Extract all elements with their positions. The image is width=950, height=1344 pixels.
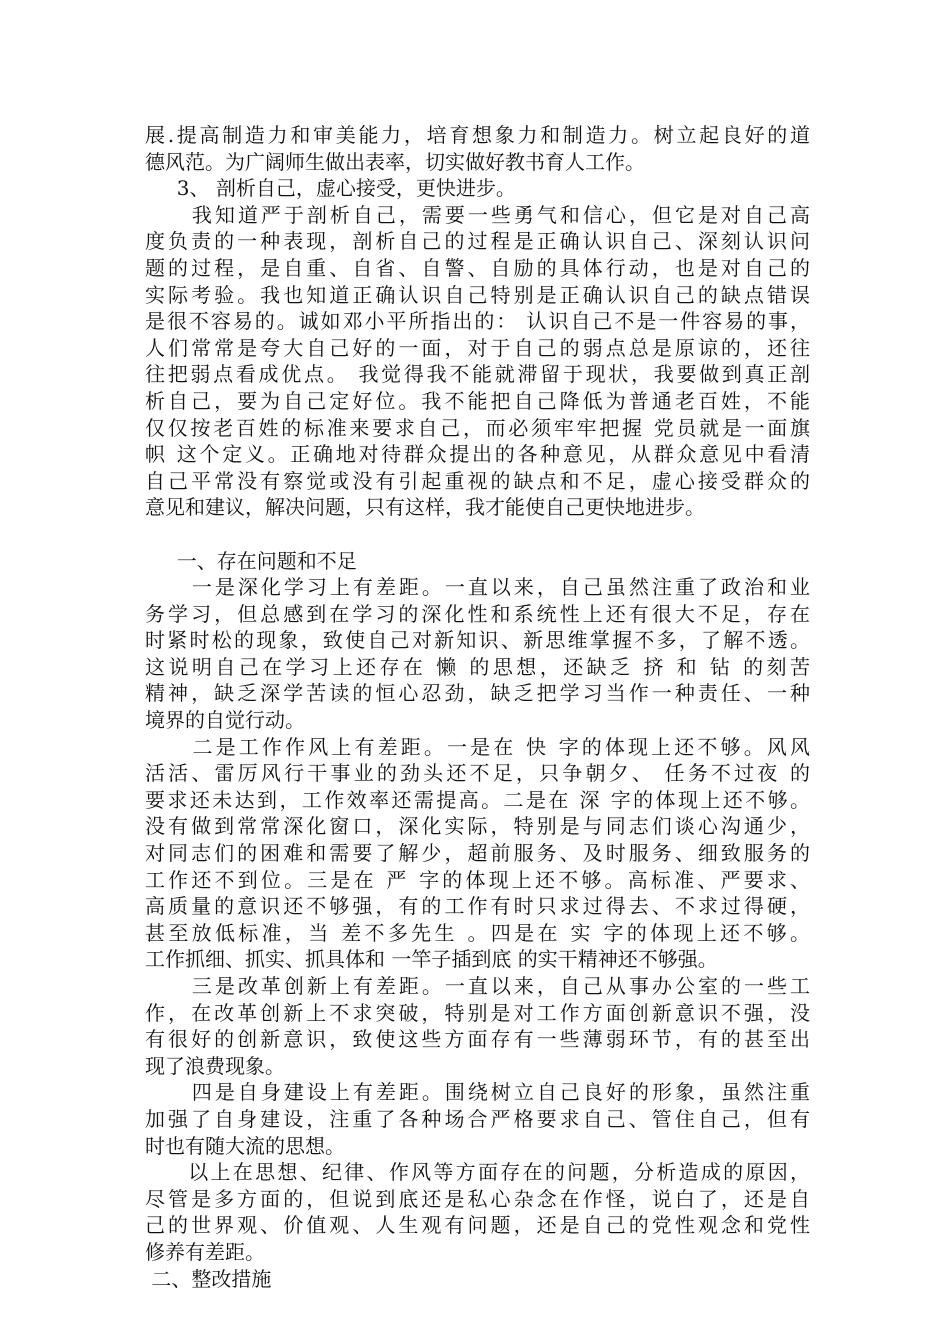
text-line: 自己平常没有察觉或没有引起重视的缺点和不足，虚心接受群众的 (145, 468, 810, 493)
text-line: 没有做到常常深化窗口，深化实际，特别是与同志们谈心沟通少， (145, 814, 810, 839)
text-line: 活活、雷厉风行干事业的劲头还不足，只争朝夕、 任务不过夜 的 (145, 761, 810, 786)
text-line: 时紧时松的现象，致使自己对新知识、新思维掌握不多，了解不透。 (145, 628, 810, 653)
text-line: 四是自身建设上有差距。围绕树立自己良好的形象，虽然注重 (145, 1080, 810, 1105)
text-line: 二、整改措施 (145, 1266, 272, 1291)
text-line: 二是工作作风上有差距。一是在 快 字的体现上还不够。风风 (145, 734, 810, 759)
text-line: 工作抓细、抓实、抓具体和 一竿子插到底 的实干精神还不够强。 (145, 947, 718, 972)
text-line: 仅仅按老百姓的标准来要求自己，而必须牢牢把握 党员就是一面旗 (145, 415, 810, 440)
text-line: 一、存在问题和不足 (145, 548, 357, 573)
text-line: 工作还不到位。三是在 严 字的体现上还不够。高标准、严要求、 (145, 867, 810, 892)
text-line: 这说明自己在学习上还存在 懒 的思想，还缺乏 挤 和 钻 的刻苦 (145, 654, 810, 679)
text-line: 精神，缺乏深学苦读的恒心忍劲，缺乏把学习当作一种责任、一种 (145, 681, 810, 706)
text-line: 三是改革创新上有差距。一直以来，自己从事办公室的一些工 (145, 974, 810, 998)
text-line: 加强了自身建设，注重了各种场合严格要求自己、管住自己，但有 (145, 1106, 810, 1131)
text-line (145, 521, 810, 548)
text-line: 尽管是多方面的，但说到底还是私心杂念在作怪，说白了，还是自 (145, 1186, 810, 1211)
document-body (145, 122, 810, 1292)
text-line: 实际考验。我也知道正确认识自己特别是正确认识自己的缺点错误 (145, 282, 810, 307)
text-line: 对同志们的困难和需要了解少，超前服务、及时服务、细致服务的 (145, 841, 810, 866)
text-line: 境界的自觉行动。 (145, 708, 305, 733)
text-line: 往把弱点看成优点。 我觉得我不能就滞留于现状，我要做到真正剖 (145, 362, 810, 387)
text-line: 意见和建议，解决问题，只有这样，我才能使自己更快地进步。 (145, 495, 705, 520)
text-line: 展.提高制造力和审美能力，培育想象力和制造力。树立起良好的道 (145, 123, 810, 147)
text-line: 要求还未达到，工作效率还需提高。二是在 深 字的体现上还不够。 (145, 787, 810, 812)
text-line: 高质量的意识还不够强，有的工作有时只求过得去、不求过得硬， (145, 894, 810, 919)
text-line: 人们常常是夸大自己好的一面，对于自己的弱点总是原谅的，还往 (145, 335, 810, 360)
text-line: 是很不容易的。诚如邓小平所指出的： 认识自己不是一件容易的事， (145, 309, 810, 334)
text-line: 现了浪费现象。 (145, 1053, 285, 1078)
text-line: 有很好的创新意识，致使这些方面存有一些薄弱环节，有的甚至出 (145, 1027, 810, 1052)
text-line: 甚至放低标准，当 差不多先生 。四是在 实 字的体现上还不够。 (145, 920, 810, 945)
text-line: 度负责的一种表现，剖析自己的过程是正确认识自己、深刻认识问 (145, 229, 810, 254)
text-line: 帜 这个定义。正确地对待群众提出的各种意见，从群众意见中看清 (145, 442, 810, 467)
text-line: 析自己，要为自己定好位。我不能把自己降低为普通老百姓，不能 (145, 388, 810, 413)
text-line: 我知道严于剖析自己，需要一些勇气和信心，但它是对自己高 (145, 202, 810, 227)
text-line: 修养有差距。 (145, 1239, 265, 1264)
text-line: 德风范。为广阔师生做出表率，切实做好教书育人工作。 (145, 149, 645, 174)
text-line: 己的世界观、价值观、人生观有问题，还是自己的党性观念和党性 (145, 1213, 810, 1238)
text-line: 时也有随大流的思想。 (145, 1133, 345, 1158)
text-line: 务学习，但总感到在学习的深化性和系统性上还有很大不足，存在 (145, 601, 810, 626)
text-line: 一是深化学习上有差距。一直以来，自己虽然注重了政治和业 (145, 575, 810, 600)
text-line: 以上在思想、纪律、作风等方面存在的问题，分析造成的原因， (145, 1160, 810, 1185)
text-line: 题的过程，是自重、自省、自警、自励的具体行动，也是对自己的 (145, 255, 810, 280)
text-line: 3、 剖析自己，虚心接受，更快进步。 (145, 176, 516, 201)
text-line: 作，在改革创新上不求突破，特别是对工作方面创新意识不强，没 (145, 1000, 810, 1025)
